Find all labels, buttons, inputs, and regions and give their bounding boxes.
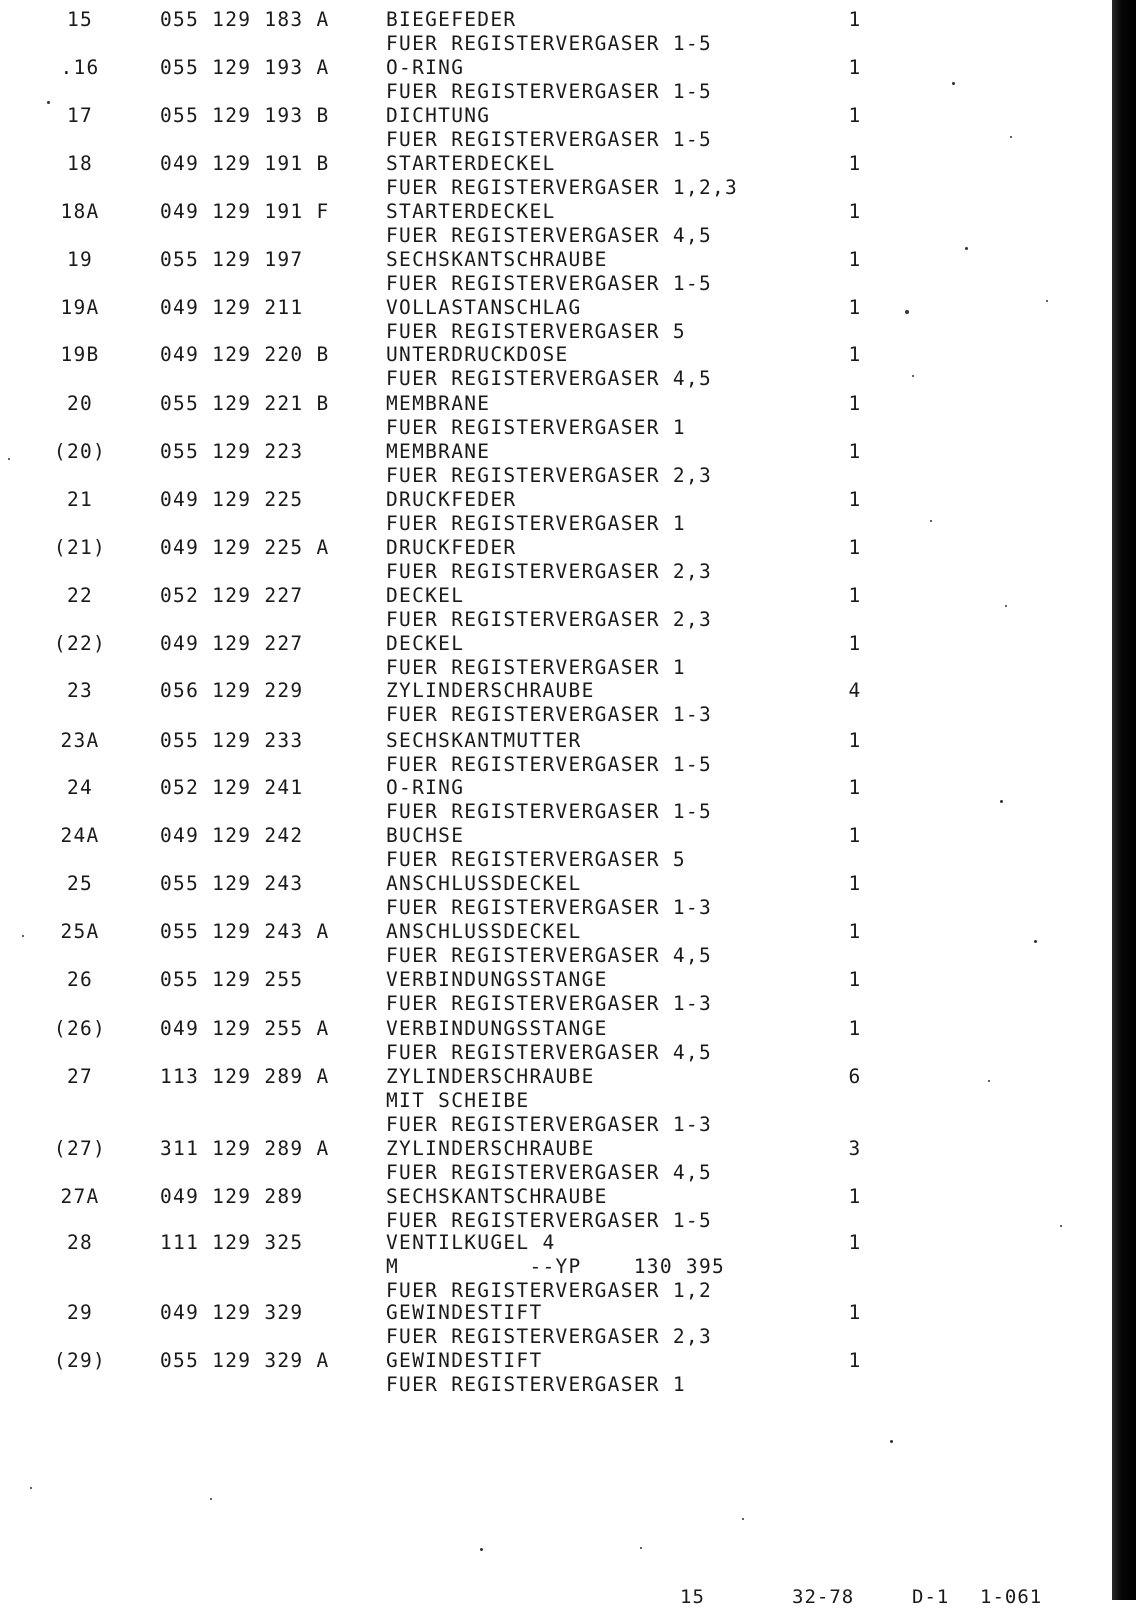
item-position: (26) xyxy=(53,1017,107,1040)
item-application-note: FUER REGISTERVERGASER 2,3 xyxy=(386,1325,712,1348)
item-position: (20) xyxy=(53,440,107,463)
item-description: DICHTUNG xyxy=(386,104,491,127)
item-quantity: 1 xyxy=(848,584,862,607)
item-application-note: FUER REGISTERVERGASER 2,3 xyxy=(386,464,712,487)
item-position: 28 xyxy=(66,1231,94,1254)
item-quantity: 1 xyxy=(848,1185,862,1208)
item-position: 20 xyxy=(66,392,94,415)
item-part-number: 055 129 255 xyxy=(160,968,304,991)
item-application-note: M --YP 130 395 xyxy=(386,1255,726,1278)
list-item xyxy=(0,968,1100,1016)
scan-speck xyxy=(640,1547,642,1549)
list-item xyxy=(0,1065,1100,1136)
scan-speck xyxy=(1010,136,1012,138)
item-position: 27 xyxy=(66,1065,94,1088)
item-part-number: 056 129 229 xyxy=(160,679,304,702)
item-quantity: 1 xyxy=(848,920,862,943)
list-item xyxy=(0,1301,1100,1349)
item-position: (27) xyxy=(53,1137,107,1160)
list-item xyxy=(0,1017,1100,1065)
item-quantity: 1 xyxy=(848,1017,862,1040)
scan-speck xyxy=(988,1080,990,1082)
item-description: SECHSKANTMUTTER xyxy=(386,729,582,752)
list-item xyxy=(0,920,1100,968)
item-part-number: 052 129 227 xyxy=(160,584,304,607)
item-position: 25A xyxy=(60,920,100,943)
item-description: GEWINDESTIFT xyxy=(386,1301,543,1324)
scan-speck xyxy=(47,101,50,104)
footer-doc-code: 1-061 xyxy=(980,1586,1043,1608)
page-footer xyxy=(0,1585,1136,1615)
scan-speck xyxy=(912,375,914,377)
item-position: 18A xyxy=(60,200,100,223)
item-description: GEWINDESTIFT xyxy=(386,1349,543,1372)
item-application-note: FUER REGISTERVERGASER 1-3 xyxy=(386,992,712,1015)
scan-speck xyxy=(210,1498,212,1500)
item-application-note: FUER REGISTERVERGASER 1 xyxy=(386,512,686,535)
scan-speck xyxy=(22,935,24,937)
item-application-note: FUER REGISTERVERGASER 1-5 xyxy=(386,753,712,776)
item-quantity: 1 xyxy=(848,296,862,319)
item-position: 19 xyxy=(66,248,94,271)
item-description: MEMBRANE xyxy=(386,440,491,463)
item-description: O-RING xyxy=(386,776,465,799)
scan-speck xyxy=(930,520,932,522)
item-application-note: FUER REGISTERVERGASER 1-3 xyxy=(386,703,712,726)
scan-speck xyxy=(1000,800,1003,803)
scan-edge-shadow xyxy=(1112,0,1136,1600)
item-part-number: 049 129 289 xyxy=(160,1185,304,1208)
item-part-number: 049 129 220 B xyxy=(160,343,330,366)
footer-section: D-1 xyxy=(912,1586,950,1608)
item-part-number: 055 129 329 A xyxy=(160,1349,330,1372)
list-item xyxy=(0,729,1100,777)
item-description: ZYLINDERSCHRAUBE xyxy=(386,1137,595,1160)
list-item xyxy=(0,824,1100,872)
item-position: 23 xyxy=(66,679,94,702)
list-item xyxy=(0,488,1100,536)
item-part-number: 052 129 241 xyxy=(160,776,304,799)
list-item xyxy=(0,8,1100,56)
scan-speck xyxy=(905,310,909,314)
item-part-number: 049 129 225 A xyxy=(160,536,330,559)
footer-date-code: 32-78 xyxy=(792,1586,855,1608)
item-quantity: 1 xyxy=(848,56,862,79)
list-item xyxy=(0,440,1100,488)
item-quantity: 1 xyxy=(848,8,862,31)
item-quantity: 1 xyxy=(848,248,862,271)
item-quantity: 1 xyxy=(848,1301,862,1324)
item-description: SECHSKANTSCHRAUBE xyxy=(386,1185,608,1208)
item-position: 18 xyxy=(66,152,94,175)
item-application-note: FUER REGISTERVERGASER 1 xyxy=(386,1373,686,1396)
item-description: DRUCKFEDER xyxy=(386,488,517,511)
item-quantity: 1 xyxy=(848,776,862,799)
scan-speck xyxy=(742,1518,744,1520)
item-application-note: FUER REGISTERVERGASER 1-5 xyxy=(386,272,712,295)
item-application-note: FUER REGISTERVERGASER 1-3 xyxy=(386,1113,712,1136)
item-quantity: 1 xyxy=(848,729,862,752)
item-application-note: FUER REGISTERVERGASER 1-5 xyxy=(386,1209,712,1232)
item-position: 29 xyxy=(66,1301,94,1324)
list-item xyxy=(0,872,1100,920)
list-item xyxy=(0,584,1100,632)
item-description: VENTILKUGEL 4 xyxy=(386,1231,556,1254)
item-quantity: 1 xyxy=(848,392,862,415)
item-part-number: 055 129 193 B xyxy=(160,104,330,127)
item-description: VOLLASTANSCHLAG xyxy=(386,296,582,319)
item-quantity: 1 xyxy=(848,343,862,366)
item-quantity: 1 xyxy=(848,152,862,175)
list-item xyxy=(0,296,1100,344)
item-part-number: 049 129 227 xyxy=(160,632,304,655)
item-application-note: FUER REGISTERVERGASER 5 xyxy=(386,848,686,871)
item-position: 26 xyxy=(66,968,94,991)
item-quantity: 1 xyxy=(848,872,862,895)
item-description: VERBINDUNGSSTANGE xyxy=(386,968,608,991)
list-item xyxy=(0,343,1100,391)
item-application-note: FUER REGISTERVERGASER 1,2,3 xyxy=(386,176,739,199)
list-item xyxy=(0,1349,1100,1397)
item-application-note: FUER REGISTERVERGASER 1 xyxy=(386,416,686,439)
item-position: (21) xyxy=(53,536,107,559)
scan-speck xyxy=(952,82,955,85)
item-part-number: 049 129 225 xyxy=(160,488,304,511)
item-description: BIEGEFEDER xyxy=(386,8,517,31)
scan-speck xyxy=(965,247,968,250)
list-item xyxy=(0,1137,1100,1185)
item-position: 27A xyxy=(60,1185,100,1208)
item-position: 17 xyxy=(66,104,94,127)
item-application-note: FUER REGISTERVERGASER 5 xyxy=(386,320,686,343)
item-part-number: 311 129 289 A xyxy=(160,1137,330,1160)
item-application-note: FUER REGISTERVERGASER 1-5 xyxy=(386,128,712,151)
list-item xyxy=(0,632,1100,680)
item-quantity: 4 xyxy=(848,679,862,702)
item-part-number: 049 129 191 B xyxy=(160,152,330,175)
item-quantity: 1 xyxy=(848,104,862,127)
footer-page-number: 15 xyxy=(680,1586,705,1608)
item-position: .16 xyxy=(60,56,100,79)
item-part-number: 049 129 211 xyxy=(160,296,304,319)
item-application-note: FUER REGISTERVERGASER 1-5 xyxy=(386,800,712,823)
item-part-number: 055 129 197 xyxy=(160,248,304,271)
item-position: 24 xyxy=(66,776,94,799)
item-quantity: 1 xyxy=(848,632,862,655)
item-description: SECHSKANTSCHRAUBE xyxy=(386,248,608,271)
item-part-number: 049 129 242 xyxy=(160,824,304,847)
item-position: 15 xyxy=(66,8,94,31)
item-description: O-RING xyxy=(386,56,465,79)
item-application-note: FUER REGISTERVERGASER 4,5 xyxy=(386,1041,712,1064)
scan-speck xyxy=(1060,1225,1062,1227)
item-part-number: 055 129 193 A xyxy=(160,56,330,79)
item-quantity: 6 xyxy=(848,1065,862,1088)
list-item xyxy=(0,1185,1100,1233)
scan-speck xyxy=(8,458,10,460)
item-application-note: FUER REGISTERVERGASER 1,2 xyxy=(386,1279,712,1302)
item-quantity: 3 xyxy=(848,1137,862,1160)
item-quantity: 1 xyxy=(848,1231,862,1254)
item-description: VERBINDUNGSSTANGE xyxy=(386,1017,608,1040)
item-position: 25 xyxy=(66,872,94,895)
item-position: 24A xyxy=(60,824,100,847)
list-item xyxy=(0,536,1100,584)
item-application-note: FUER REGISTERVERGASER 4,5 xyxy=(386,367,712,390)
item-application-note: FUER REGISTERVERGASER 4,5 xyxy=(386,224,712,247)
list-item xyxy=(0,248,1100,296)
list-item xyxy=(0,679,1100,727)
item-quantity: 1 xyxy=(848,200,862,223)
item-description: UNTERDRUCKDOSE xyxy=(386,343,569,366)
item-position: 19B xyxy=(60,343,100,366)
item-description: DRUCKFEDER xyxy=(386,536,517,559)
item-position: 19A xyxy=(60,296,100,319)
list-item xyxy=(0,200,1100,248)
scan-speck xyxy=(480,1548,483,1551)
list-item xyxy=(0,776,1100,824)
item-description: ZYLINDERSCHRAUBE xyxy=(386,679,595,702)
item-part-number: 055 129 243 xyxy=(160,872,304,895)
item-application-note: FUER REGISTERVERGASER 4,5 xyxy=(386,1161,712,1184)
item-application-note: FUER REGISTERVERGASER 2,3 xyxy=(386,560,712,583)
scan-speck xyxy=(1046,300,1048,302)
item-application-note: MIT SCHEIBE xyxy=(386,1089,530,1112)
list-item xyxy=(0,392,1100,440)
item-position: 21 xyxy=(66,488,94,511)
item-description: STARTERDECKEL xyxy=(386,200,556,223)
item-position: 22 xyxy=(66,584,94,607)
item-description: BUCHSE xyxy=(386,824,465,847)
item-part-number: 049 129 191 F xyxy=(160,200,330,223)
item-description: DECKEL xyxy=(386,632,465,655)
scan-speck xyxy=(1034,940,1037,943)
item-description: ANSCHLUSSDECKEL xyxy=(386,920,582,943)
item-part-number: 111 129 325 xyxy=(160,1231,304,1254)
scan-speck xyxy=(890,1440,893,1443)
item-part-number: 049 129 255 A xyxy=(160,1017,330,1040)
item-part-number: 055 129 221 B xyxy=(160,392,330,415)
scan-speck xyxy=(1005,605,1007,607)
item-quantity: 1 xyxy=(848,824,862,847)
item-quantity: 1 xyxy=(848,536,862,559)
item-description: DECKEL xyxy=(386,584,465,607)
item-application-note: FUER REGISTERVERGASER 1-5 xyxy=(386,80,712,103)
item-quantity: 1 xyxy=(848,440,862,463)
item-description: ZYLINDERSCHRAUBE xyxy=(386,1065,595,1088)
list-item xyxy=(0,104,1100,152)
item-part-number: 055 129 243 A xyxy=(160,920,330,943)
item-part-number: 055 129 223 xyxy=(160,440,304,463)
item-description: STARTERDECKEL xyxy=(386,152,556,175)
item-application-note: FUER REGISTERVERGASER 2,3 xyxy=(386,608,712,631)
item-part-number: 113 129 289 A xyxy=(160,1065,330,1088)
list-item xyxy=(0,1231,1100,1302)
item-quantity: 1 xyxy=(848,968,862,991)
item-application-note: FUER REGISTERVERGASER 1-3 xyxy=(386,896,712,919)
item-position: (29) xyxy=(53,1349,107,1372)
item-description: ANSCHLUSSDECKEL xyxy=(386,872,582,895)
item-part-number: 049 129 329 xyxy=(160,1301,304,1324)
scan-speck xyxy=(30,1487,32,1489)
item-part-number: 055 129 183 A xyxy=(160,8,330,31)
item-position: 23A xyxy=(60,729,100,752)
item-position: (22) xyxy=(53,632,107,655)
item-description: MEMBRANE xyxy=(386,392,491,415)
item-application-note: FUER REGISTERVERGASER 1-5 xyxy=(386,32,712,55)
list-item xyxy=(0,152,1100,200)
item-quantity: 1 xyxy=(848,1349,862,1372)
list-item xyxy=(0,56,1100,104)
item-application-note: FUER REGISTERVERGASER 1 xyxy=(386,656,686,679)
item-application-note: FUER REGISTERVERGASER 4,5 xyxy=(386,944,712,967)
item-part-number: 055 129 233 xyxy=(160,729,304,752)
item-quantity: 1 xyxy=(848,488,862,511)
